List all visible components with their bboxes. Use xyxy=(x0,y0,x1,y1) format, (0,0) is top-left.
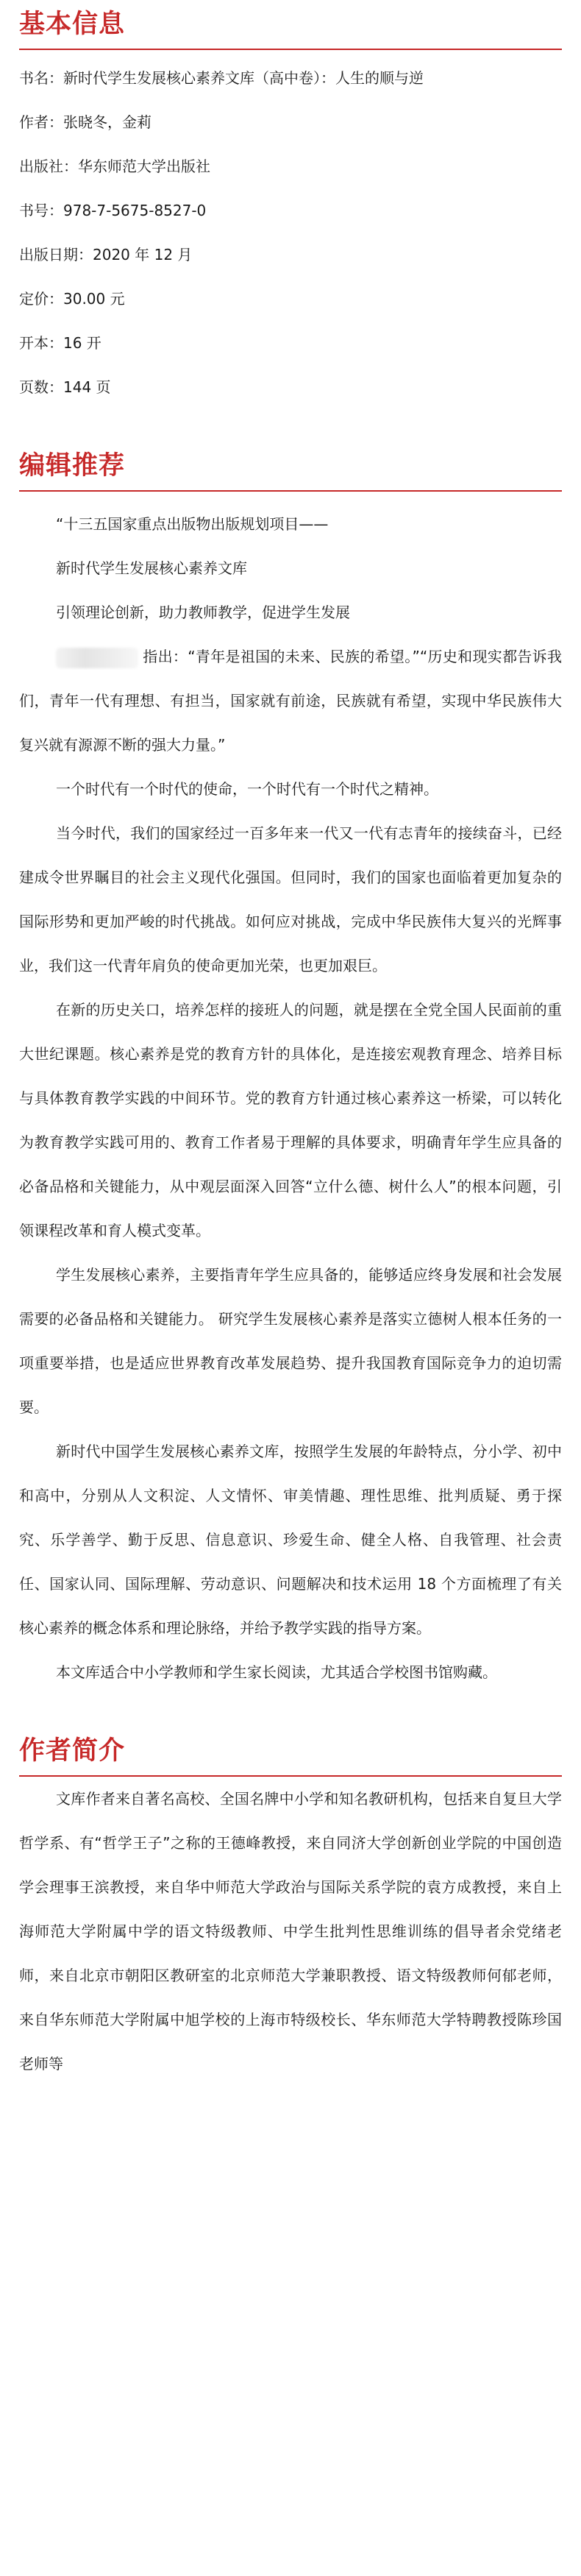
book-price: 定价：30.00 元 xyxy=(19,290,125,308)
section-title-editor-recommend: 编辑推荐 xyxy=(19,451,126,481)
recommend-paragraph: 学生发展核心素养，主要指青年学生应具备的，能够适应终身发展和社会发展需要的必备品格和关键能力。 研究学生发展核心素养是落实立德树人根本任务的一项重要举措，也是适应世界教育改革发展趋势、提升我国教育国际竞争力的迫切需要。 xyxy=(19,1266,562,1416)
section-title-author-intro: 作者简介 xyxy=(19,1736,126,1766)
recommend-paragraph: 一个时代有一个时代的使命，一个时代有一个时代之精神。 xyxy=(56,780,438,798)
section-divider xyxy=(19,49,562,50)
book-authors: 作者：张晓冬，金莉 xyxy=(19,113,152,131)
recommend-line-library: 新时代学生发展核心素养文库 xyxy=(56,559,247,577)
book-isbn: 书号：978-7-5675-8527-0 xyxy=(19,202,207,219)
editor-recommend-section xyxy=(19,450,562,1694)
book-pages: 页数：144 页 xyxy=(19,378,111,396)
recommend-paragraph: 在新的历史关口，培养怎样的接班人的问题，就是摆在全党全国人民面前的重大世纪课题。核心素养是党的教育方针的具体化，是连接宏观教育理念、培养目标与具体教育教学实践的中间环节。党的教育方针通过核心素养这一桥梁，可以转化为教育教学实践可用的、教育工作者易于理解的具体要求，明确青年学生应具备的必备品格和关键能力，从中观层面深入回答“立什么德、树什么人”的根本问题，引领课程改革和育人模式变革。 xyxy=(19,1001,562,1239)
section-title-basic-info: 基本信息 xyxy=(19,10,126,39)
basic-info-section xyxy=(19,0,562,397)
recommend-line-slogan: 引领理论创新，助力教师教学，促进学生发展 xyxy=(56,604,350,621)
recommend-quote-text: 指出：“青年是祖国的未来、民族的希望。”“历史和现实都告诉我们，青年一代有理想、有担当，国家就有前途，民族就有希望，实现中华民族伟大复兴就有源源不断的强大力量。” xyxy=(19,648,562,754)
book-publisher: 出版社：华东师范大学出版社 xyxy=(19,158,210,175)
section-divider xyxy=(19,490,562,492)
author-intro-section xyxy=(19,1735,562,2086)
recommend-line-series: “十三五国家重点出版物出版规划项目—— xyxy=(56,515,329,533)
book-name: 书名：新时代学生发展核心素养文库（高中卷）：人生的顺与逆 xyxy=(19,69,424,87)
author-intro-paragraph: 文库作者来自著名高校、全国名牌中小学和知名教研机构，包括来自复旦大学哲学系、有“哲学王子”之称的王德峰教授，来自同济大学创新创业学院的中国创造学会理事王滨教授，来自华中师范大学政治与国际关系学院的袁方成教授，来自上海师范大学附属中学的语文特级教师、中学生批判性思维训练的倡导者余党绪老师，来自北京市朝阳区教研室的北京师范大学兼职教授、语文特级教师何郁老师，来自华东师范大学附属中旭学校的上海市特级校长、华东师范大学特聘教授陈珍国老师等 xyxy=(19,1790,562,2073)
recommend-paragraph: 当今时代，我们的国家经过一百多年来一代又一代有志青年的接续奋斗，已经建成令世界瞩目的社会主义现代化强国。但同时，我们的国家也面临着更加复杂的国际形势和更加严峻的时代挑战。如何应对挑战，完成中华民族伟大复兴的光辉事业，我们这一代青年肩负的使命更加光荣，也更加艰巨。 xyxy=(19,824,562,974)
book-format: 开本：16 开 xyxy=(19,334,101,352)
redacted-text-blur xyxy=(56,648,138,668)
book-info-list xyxy=(19,68,562,397)
book-pub-date: 出版日期：2020 年 12 月 xyxy=(19,246,193,263)
recommend-quote-paragraph xyxy=(19,634,562,767)
author-intro-body xyxy=(19,1777,562,2086)
editor-recommend-body xyxy=(19,502,562,1694)
recommend-paragraph: 本文库适合中小学教师和学生家长阅读，尤其适合学校图书馆购藏。 xyxy=(56,1663,497,1681)
recommend-paragraph: 新时代中国学生发展核心素养文库，按照学生发展的年龄特点，分小学、初中和高中，分别从人文积淀、人文情怀、审美情趣、理性思维、批判质疑、勇于探究、乐学善学、勤于反思、信息意识、珍爱生命、健全人格、自我管理、社会责任、国家认同、国际理解、劳动意识、问题解决和技术运用 18 个方面梳理了有关核心素养的概念体系和理论脉络，并给予教学实践的指导方案。 xyxy=(19,1443,562,1637)
